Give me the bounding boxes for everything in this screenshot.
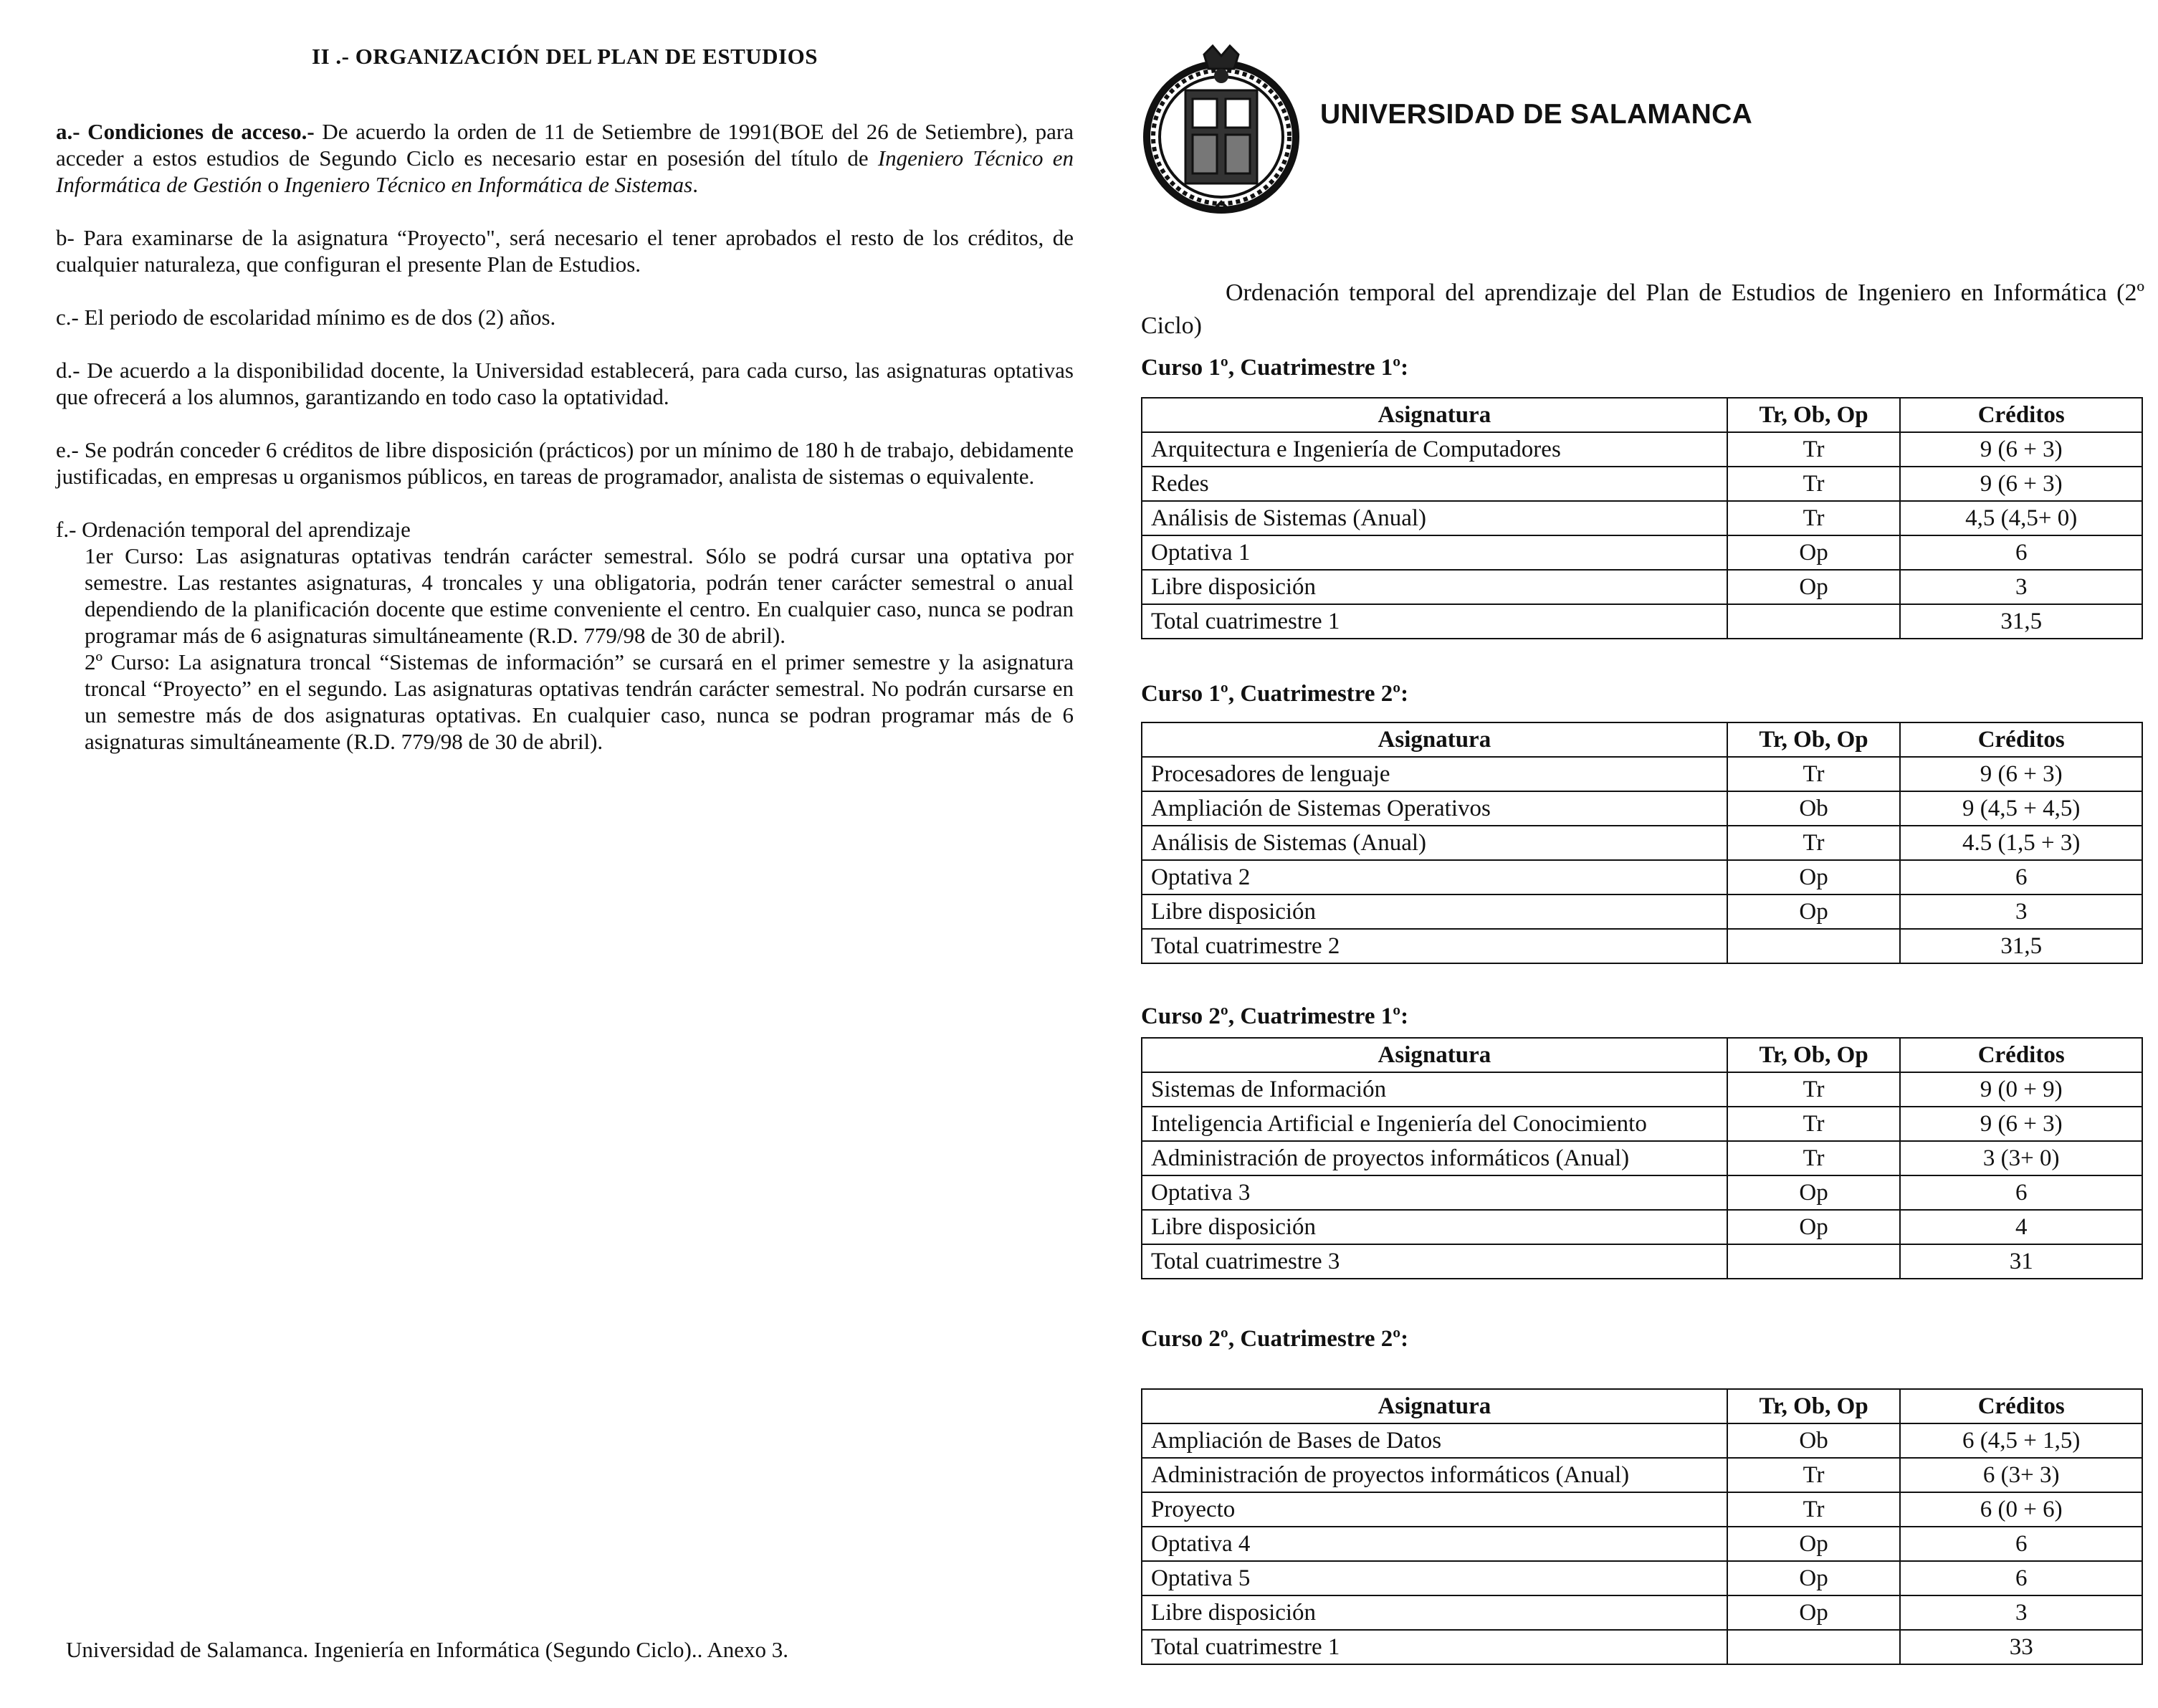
- subject-cell: Total cuatrimestre 2: [1142, 929, 1727, 963]
- type-cell: Tr: [1727, 1492, 1901, 1527]
- section-title: II .- ORGANIZACIÓN DEL PLAN DE ESTUDIOS: [312, 44, 818, 69]
- subject-cell: Libre disposición: [1142, 1595, 1727, 1630]
- table-row-total: [1142, 604, 2142, 639]
- subject-cell: Optativa 3: [1142, 1175, 1727, 1210]
- table-row: [1142, 1595, 2142, 1630]
- type-cell: Tr: [1727, 1458, 1901, 1492]
- table-row: [1142, 501, 2142, 535]
- subject-cell: Redes: [1142, 467, 1727, 501]
- subject-cell: Inteligencia Artificial e Ingeniería del Conocimiento: [1142, 1107, 1727, 1141]
- subject-cell: Total cuatrimestre 1: [1142, 1630, 1727, 1664]
- right-column: [1141, 40, 2144, 343]
- paragraph-a-label: a.- Condiciones de acceso.-: [56, 119, 315, 144]
- credits-cell: 3: [1900, 570, 2142, 604]
- type-cell: Tr: [1727, 1141, 1901, 1175]
- credits-cell: 9 (6 + 3): [1900, 757, 2142, 791]
- type-cell: Op: [1727, 1175, 1901, 1210]
- type-cell: Op: [1727, 1527, 1901, 1561]
- plan-intro: Ordenación temporal del aprendizaje del Plan de Estudios de Ingeniero en Informática (2º Ciclo): [1141, 280, 2144, 339]
- table-header-row: [1142, 1389, 2142, 1423]
- credits-cell: 6 (4,5 + 1,5): [1900, 1423, 2142, 1458]
- table-row: [1142, 757, 2142, 791]
- left-column: [56, 43, 1074, 755]
- type-cell: Op: [1727, 570, 1901, 604]
- university-header: [1141, 40, 2144, 219]
- type-cell: Op: [1727, 860, 1901, 894]
- section-curso-1-cuat-2: [1141, 681, 2144, 964]
- table-row: [1142, 467, 2142, 501]
- subject-cell: Total cuatrimestre 3: [1142, 1244, 1727, 1279]
- section-curso-2-cuat-1: [1141, 1003, 2144, 1279]
- subject-cell: Libre disposición: [1142, 894, 1727, 929]
- subject-cell: Ampliación de Sistemas Operativos: [1142, 791, 1727, 826]
- credits-cell: 3: [1900, 1595, 2142, 1630]
- type-cell: [1727, 1630, 1901, 1664]
- subject-cell: Procesadores de lenguaje: [1142, 757, 1727, 791]
- table-row: [1142, 826, 2142, 860]
- header-asignatura: Asignatura: [1142, 1389, 1727, 1423]
- table-row: [1142, 1423, 2142, 1458]
- page-footer: Universidad de Salamanca. Ingeniería en Informática (Segundo Ciclo).. Anexo 3.: [66, 1637, 789, 1662]
- subject-cell: Administración de proyectos informáticos (Anual): [1142, 1141, 1727, 1175]
- credits-cell: 31,5: [1900, 604, 2142, 639]
- credits-cell: 6: [1900, 1175, 2142, 1210]
- type-cell: Op: [1727, 1595, 1901, 1630]
- section-heading: Curso 1º, Cuatrimestre 1º:: [1141, 355, 1409, 381]
- type-cell: [1727, 604, 1901, 639]
- type-cell: [1727, 929, 1901, 963]
- table-header-row: [1142, 398, 2142, 432]
- header-tipo: Tr, Ob, Op: [1727, 722, 1901, 757]
- type-cell: Tr: [1727, 432, 1901, 467]
- subject-cell: Optativa 1: [1142, 535, 1727, 570]
- table-row: [1142, 535, 2142, 570]
- paragraph-a-end: .: [692, 172, 698, 197]
- section-heading: Curso 2º, Cuatrimestre 1º:: [1141, 1003, 1409, 1029]
- table-header-row: [1142, 722, 2142, 757]
- credits-cell: 31: [1900, 1244, 2142, 1279]
- type-cell: Op: [1727, 535, 1901, 570]
- header-creditos: Créditos: [1900, 1038, 2142, 1072]
- header-asignatura: Asignatura: [1142, 1038, 1727, 1072]
- type-cell: Ob: [1727, 1423, 1901, 1458]
- credits-cell: 9 (0 + 9): [1900, 1072, 2142, 1107]
- table-row: [1142, 1175, 2142, 1210]
- type-cell: Tr: [1727, 826, 1901, 860]
- section-curso-1-cuat-1: [1141, 355, 2144, 639]
- subject-cell: Arquitectura e Ingeniería de Computadores: [1142, 432, 1727, 467]
- header-asignatura: Asignatura: [1142, 398, 1727, 432]
- table-row-total: [1142, 929, 2142, 963]
- type-cell: Tr: [1727, 501, 1901, 535]
- credits-cell: 6: [1900, 1561, 2142, 1595]
- paragraph-a-degree-2: Ingeniero Técnico en Informática de Sistemas: [284, 172, 693, 197]
- credits-cell: 33: [1900, 1630, 2142, 1664]
- credits-cell: 3 (3+ 0): [1900, 1141, 2142, 1175]
- subject-cell: Optativa 2: [1142, 860, 1727, 894]
- paragraph-d: d.- De acuerdo a la disponibilidad docente, la Universidad establecerá, para cada curso, las asignaturas optativas que ofrecerá a los alumnos, garantizando en todo caso la optatividad.: [56, 358, 1074, 409]
- university-name: UNIVERSIDAD DE SALAMANCA: [1320, 99, 1753, 130]
- credits-cell: 6: [1900, 860, 2142, 894]
- paragraph-b: b- Para examinarse de la asignatura “Proyecto", será necesario el tener aprobados el resto de los créditos, de cualquier naturaleza, que configuran el presente Plan de Estudios.: [56, 225, 1074, 277]
- credits-cell: 9 (6 + 3): [1900, 467, 2142, 501]
- header-creditos: Créditos: [1900, 1389, 2142, 1423]
- credits-cell: 4.5 (1,5 + 3): [1900, 826, 2142, 860]
- paragraph-a-text: De acuerdo la orden de 11 de Setiembre de 1991(BOE del 26 de Setiembre), para acceder a estos estudios de Segundo Ciclo es necesario estar en posesión del título de: [56, 119, 1074, 171]
- subject-cell: Total cuatrimestre 1: [1142, 604, 1727, 639]
- table-row: [1142, 1458, 2142, 1492]
- credits-cell: 6 (3+ 3): [1900, 1458, 2142, 1492]
- section-heading: Curso 1º, Cuatrimestre 2º:: [1141, 681, 1409, 707]
- credits-cell: 9 (6 + 3): [1900, 1107, 2142, 1141]
- table-row: [1142, 1527, 2142, 1561]
- table-header-row: [1142, 1038, 2142, 1072]
- table-row: [1142, 432, 2142, 467]
- credits-cell: 9 (4,5 + 4,5): [1900, 791, 2142, 826]
- credits-cell: 4: [1900, 1210, 2142, 1244]
- credits-table: [1141, 1388, 2143, 1665]
- table-row: [1142, 1492, 2142, 1527]
- paragraph-a-degree-1: Ingeniero Técnico en Informática de Gestión: [56, 145, 1074, 197]
- credits-table: [1141, 1037, 2143, 1279]
- credits-table: [1141, 397, 2143, 639]
- type-cell: Tr: [1727, 467, 1901, 501]
- type-cell: [1727, 1244, 1901, 1279]
- type-cell: Tr: [1727, 757, 1901, 791]
- credits-cell: 3: [1900, 894, 2142, 929]
- section-heading: Curso 2º, Cuatrimestre 2º:: [1141, 1326, 1409, 1352]
- credits-table: [1141, 722, 2143, 964]
- credits-cell: 9 (6 + 3): [1900, 432, 2142, 467]
- header-tipo: Tr, Ob, Op: [1727, 1389, 1901, 1423]
- paragraph-f-title: f.- Ordenación temporal del aprendizaje: [56, 517, 411, 542]
- type-cell: Op: [1727, 1561, 1901, 1595]
- paragraph-a-connector: o: [262, 172, 285, 197]
- table-row: [1142, 1141, 2142, 1175]
- table-row: [1142, 894, 2142, 929]
- paragraph-f-course-1: 1er Curso: Las asignaturas optativas tendrán carácter semestral. Sólo se podrá cursar una optativa por semestre. Las restantes asignaturas, 4 troncales y una obligatoria, podrán tener carácter semestral o anual dependiendo de la planificación docente que estime conveniente el centro. En cualquier caso, nunca se podran programar más de 6 asignaturas simultáneamente (R.D. 779/98 de 30 de abril).: [85, 543, 1074, 648]
- header-tipo: Tr, Ob, Op: [1727, 1038, 1901, 1072]
- table-row-total: [1142, 1630, 2142, 1664]
- subject-cell: Administración de proyectos informáticos (Anual): [1142, 1458, 1727, 1492]
- subject-cell: Optativa 5: [1142, 1561, 1727, 1595]
- subject-cell: Libre disposición: [1142, 570, 1727, 604]
- type-cell: Op: [1727, 894, 1901, 929]
- credits-cell: 6: [1900, 1527, 2142, 1561]
- subject-cell: Análisis de Sistemas (Anual): [1142, 501, 1727, 535]
- table-row: [1142, 860, 2142, 894]
- type-cell: Op: [1727, 1210, 1901, 1244]
- table-row: [1142, 1210, 2142, 1244]
- paragraph-f-course-2: 2º Curso: La asignatura troncal “Sistemas de información” se cursará en el primer semestre y la asignatura troncal “Proyecto” en el segundo. Las asignaturas optativas tendrán carácter semestral. No podrán cursarse en un semestre más de dos asignaturas optativas. En cualquier caso, nunca se podran programar más de 6 asignaturas simultáneamente (R.D. 779/98 de 30 de abril).: [85, 649, 1074, 754]
- header-creditos: Créditos: [1900, 722, 2142, 757]
- university-seal-icon: [1141, 40, 1306, 219]
- table-row-total: [1142, 1244, 2142, 1279]
- paragraph-e: e.- Se podrán conceder 6 créditos de libre disposición (prácticos) por un mínimo de 180 h de trabajo, debidamente justificadas, en empresas u organismos públicos, en tareas de programador, analista de sistemas o equivalente.: [56, 437, 1074, 489]
- header-tipo: Tr, Ob, Op: [1727, 398, 1901, 432]
- table-row: [1142, 570, 2142, 604]
- paragraph-a: [56, 118, 1074, 198]
- table-row: [1142, 1561, 2142, 1595]
- table-row: [1142, 791, 2142, 826]
- subject-cell: Sistemas de Información: [1142, 1072, 1727, 1107]
- type-cell: Tr: [1727, 1107, 1901, 1141]
- subject-cell: Ampliación de Bases de Datos: [1142, 1423, 1727, 1458]
- type-cell: Ob: [1727, 791, 1901, 826]
- paragraph-c: c.- El periodo de escolaridad mínimo es de dos (2) años.: [56, 305, 556, 330]
- credits-cell: 6 (0 + 6): [1900, 1492, 2142, 1527]
- credits-cell: 31,5: [1900, 929, 2142, 963]
- table-row: [1142, 1107, 2142, 1141]
- subject-cell: Libre disposición: [1142, 1210, 1727, 1244]
- subject-cell: Análisis de Sistemas (Anual): [1142, 826, 1727, 860]
- subject-cell: Optativa 4: [1142, 1527, 1727, 1561]
- header-creditos: Créditos: [1900, 398, 2142, 432]
- credits-cell: 6: [1900, 535, 2142, 570]
- type-cell: Tr: [1727, 1072, 1901, 1107]
- table-row: [1142, 1072, 2142, 1107]
- subject-cell: Proyecto: [1142, 1492, 1727, 1527]
- section-curso-2-cuat-2: [1141, 1326, 2144, 1665]
- credits-cell: 4,5 (4,5+ 0): [1900, 501, 2142, 535]
- header-asignatura: Asignatura: [1142, 722, 1727, 757]
